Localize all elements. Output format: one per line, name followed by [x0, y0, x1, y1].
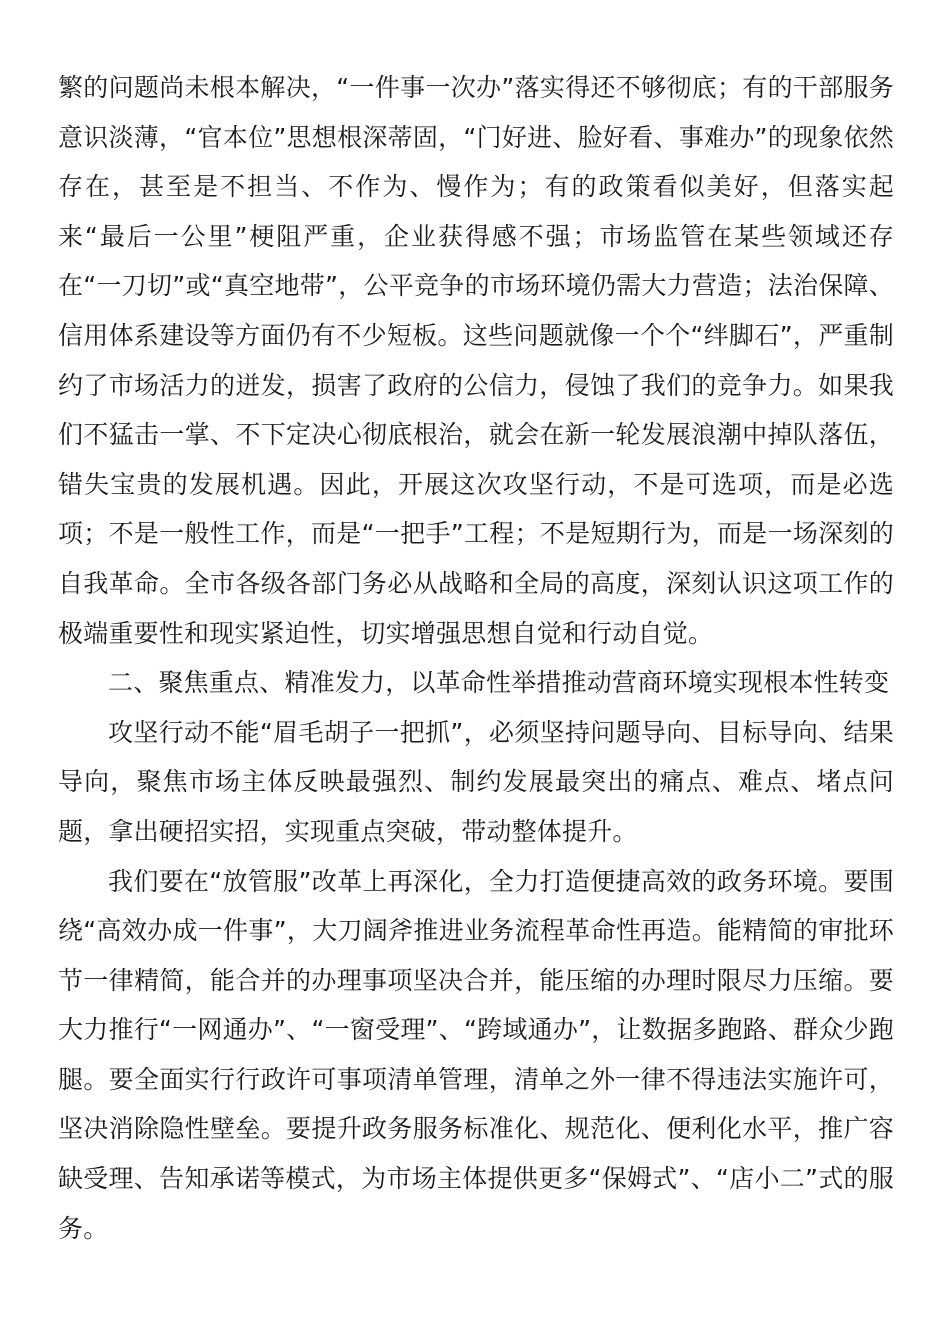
body-paragraph: 攻坚行动不能“眉毛胡子一把抓”，必须坚持问题导向、目标导向、结果导向，聚焦市场主体反映最强烈、制约发展最突出的痛点、难点、堵点问题，拿出硬招实招，实现重点突破，带动整体提升。: [58, 717, 894, 846]
body-paragraph-continued: 繁的问题尚未根本解决，“一件事一次办”落实得还不够彻底；有的干部服务意识淡薄，“官本位”思想根深蒂固，“门好进、脸好看、事难办”的现象依然存在，甚至是不担当、不作为、慢作为；有的政策看似美好，但落实起来“最后一公里”梗阻严重，企业获得感不强；市场监管在某些领域还存在“一刀切”或“真空地带”，公平竞争的市场环境仍需大力营造；法治保障、信用体系建设等方面仍有不少短板。这些问题就像一个个“绊脚石”，严重制约了市场活力的迸发，损害了政府的公信力，侵蚀了我们的竞争力。如果我们不猛击一掌、不下定决心彻底根治，就会在新一轮发展浪潮中掉队落伍，错失宝贵的发展机遇。因此，开展这次攻坚行动，不是可选项，而是必选项；不是一般性工作，而是“一把手”工程；不是短期行为，而是一场深刻的自我革命。全市各级各部门务必从战略和全局的高度，深刻认识这项工作的极端重要性和现实紧迫性，切实增强思想自觉和行动自觉。: [58, 73, 894, 648]
body-paragraph: 我们要在“放管服”改革上再深化，全力打造便捷高效的政务环境。要围绕“高效办成一件事”，大刀阔斧推进业务流程革命性再造。能精简的审批环节一律精简，能合并的办理事项坚决合并，能压缩的办理时限尽力压缩。要大力推行“一网通办”、“一窗受理”、“跨域通办”，让数据多跑路、群众少跑腿。要全面实行行政许可事项清单管理，清单之外一律不得违法实施许可，坚决消除隐性壁垒。要提升政务服务标准化、规范化、便利化水平，推广容缺受理、告知承诺等模式，为市场主体提供更多“保姆式”、“店小二”式的服务。: [58, 866, 894, 1243]
document-page: [58, 63, 894, 1253]
section-heading: 二、聚焦重点、精准发力，以革命性举措推动营商环境实现根本性转变: [108, 668, 890, 698]
